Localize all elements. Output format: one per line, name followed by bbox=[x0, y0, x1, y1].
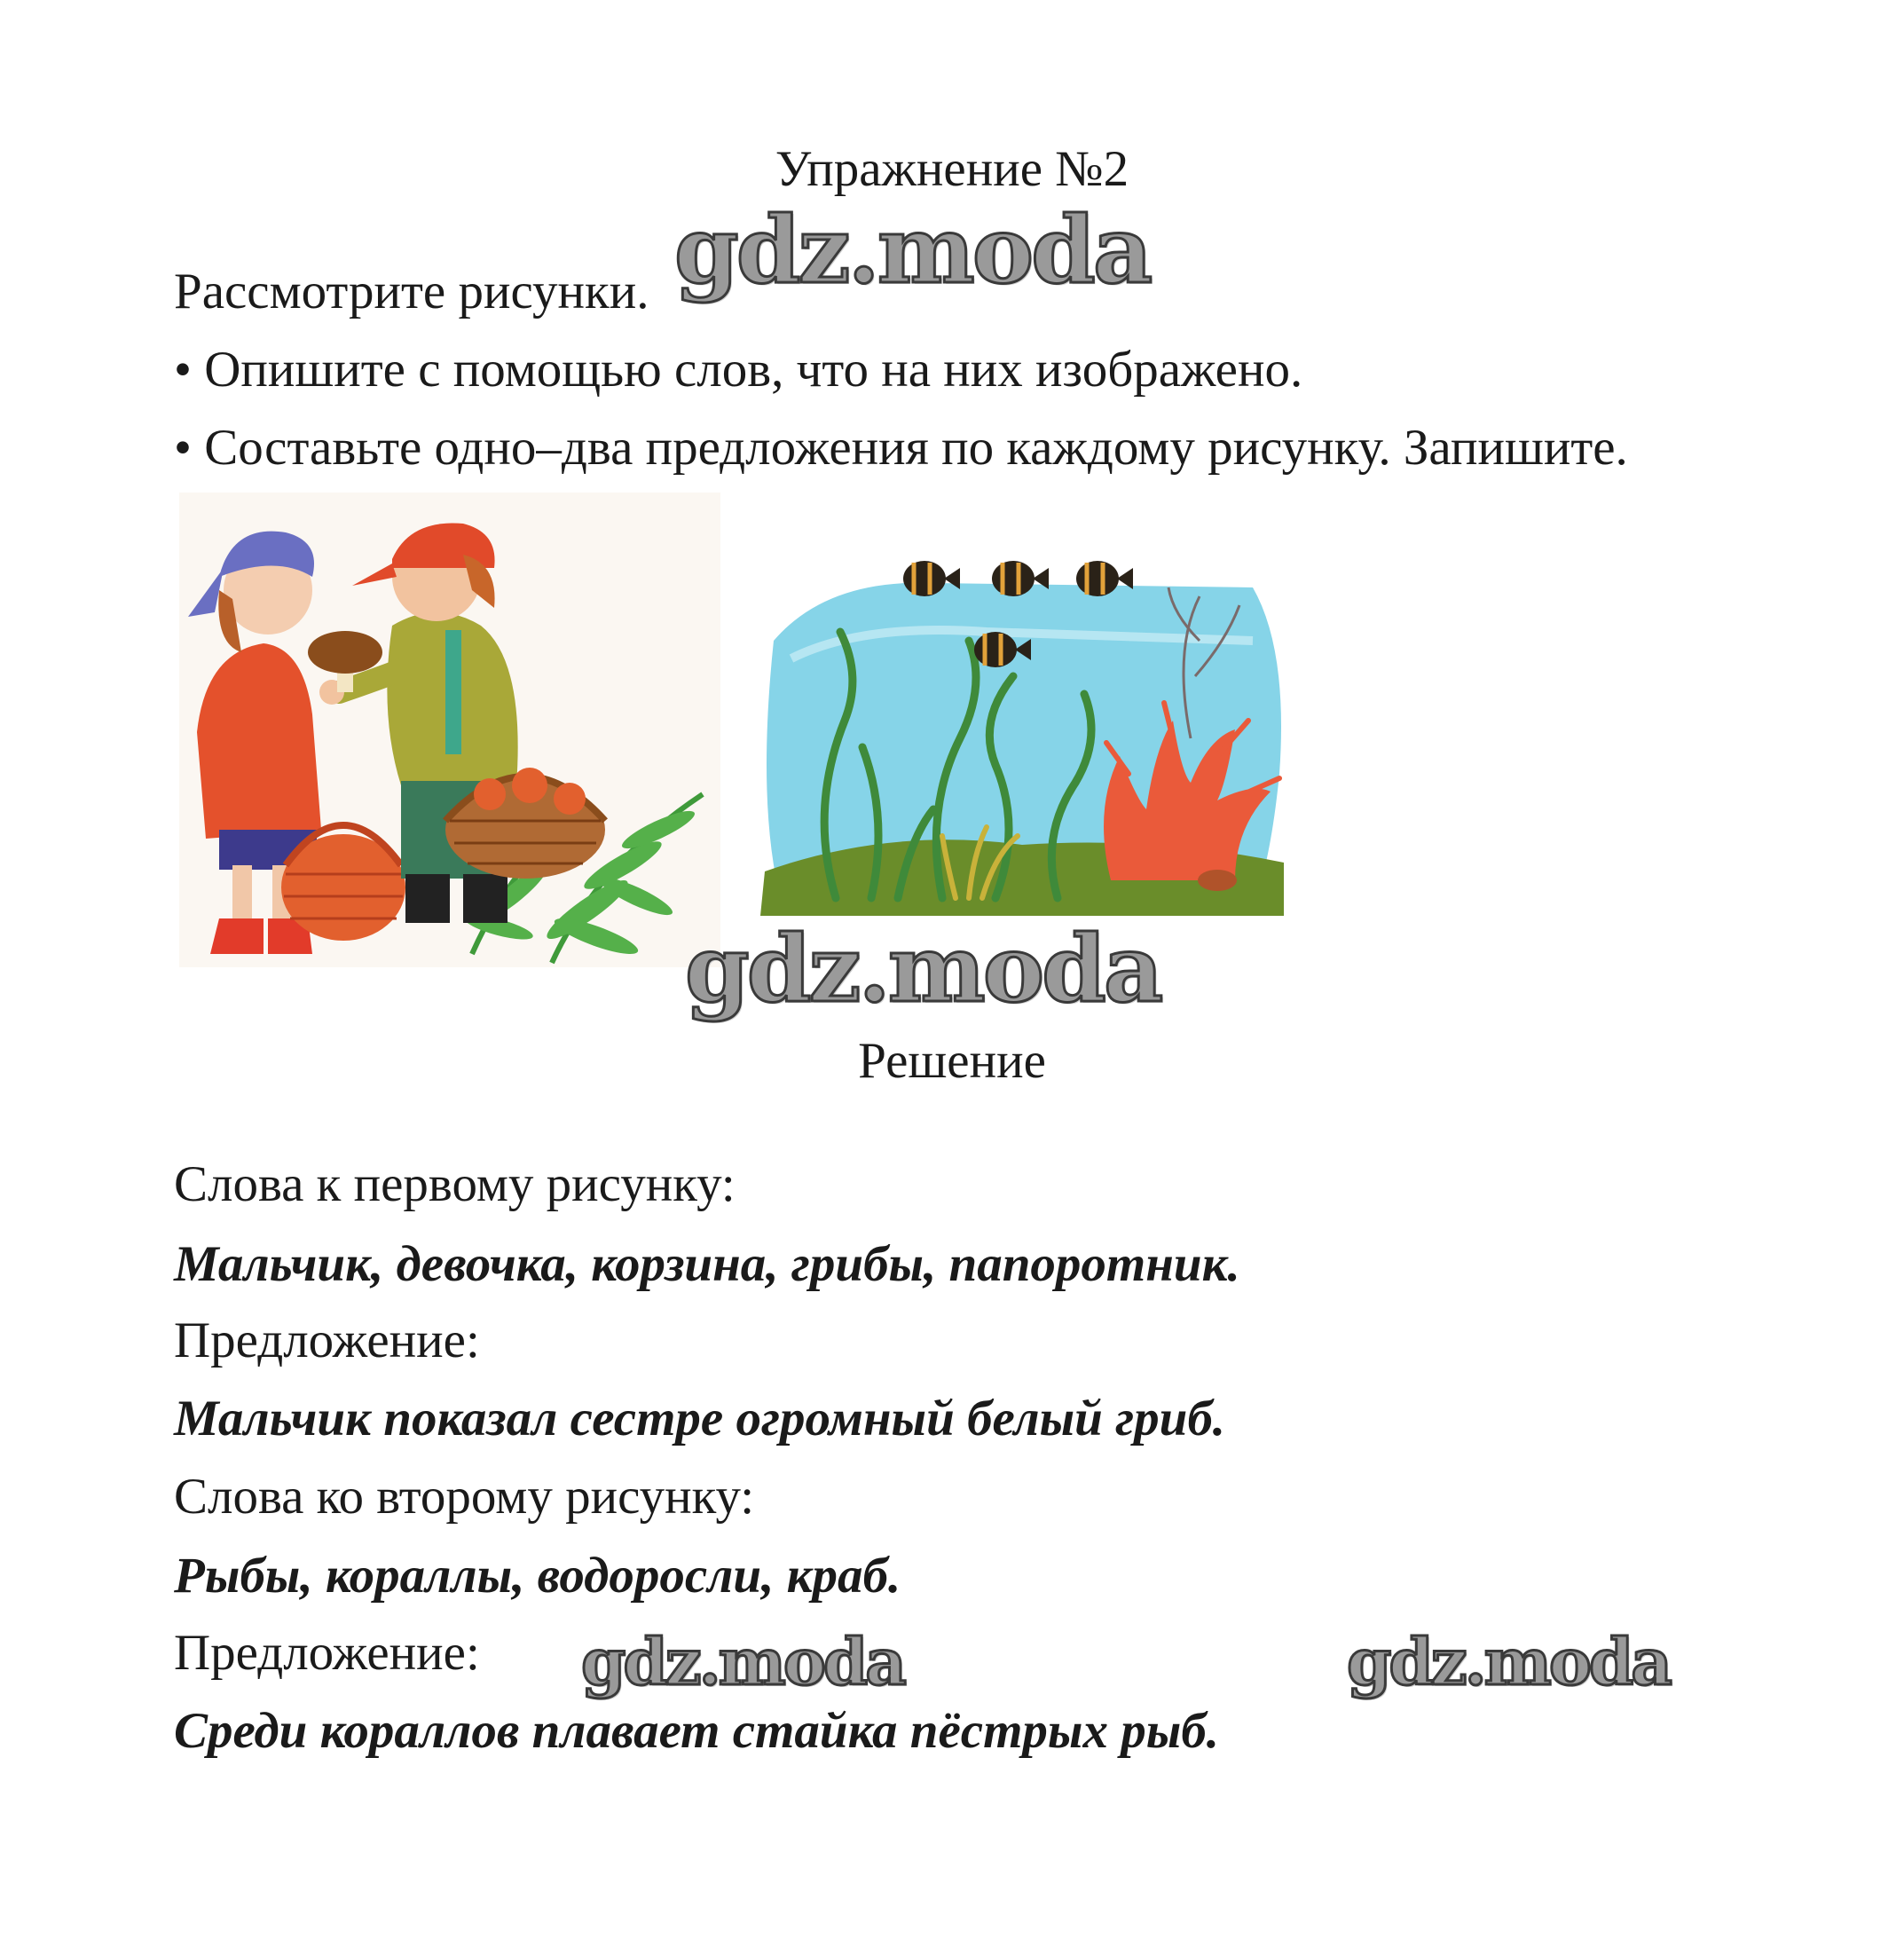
instruction-bullet-2: • Составьте одно–два предложения по каждому рисунку. Запишите. bbox=[174, 420, 1628, 476]
sentence-label-1: Предложение: bbox=[174, 1312, 480, 1368]
sentence-label-2: Предложение: bbox=[174, 1625, 480, 1681]
words-label-2: Слова ко второму рисунку: bbox=[174, 1469, 755, 1525]
words-answer-2: Рыбы, кораллы, водоросли, краб. bbox=[174, 1548, 901, 1604]
exercise-title: Упражнение №2 bbox=[775, 141, 1129, 197]
sentence-answer-1: Мальчик показал сестре огромный белый гриб. bbox=[174, 1391, 1226, 1446]
watermark-logo: gdz.moda bbox=[1347, 1624, 1670, 1699]
sentence-answer-2: Среди кораллов плавает стайка пёстрых рыб. bbox=[174, 1703, 1219, 1759]
watermark-logo: gdz.moda bbox=[674, 195, 1151, 304]
solution-heading: Решение bbox=[858, 1033, 1046, 1089]
watermark-logo: gdz.moda bbox=[581, 1624, 904, 1699]
underwater-illustration bbox=[756, 543, 1288, 916]
mushroom-picking-illustration bbox=[179, 493, 720, 967]
instruction-bullet-1: • Опишите с помощью слов, что на них изображено. bbox=[174, 342, 1303, 398]
words-answer-1: Мальчик, девочка, корзина, грибы, папоротник. bbox=[174, 1236, 1240, 1292]
exercise-intro: Рассмотрите рисунки. bbox=[174, 264, 649, 319]
words-label-1: Слова к первому рисунку: bbox=[174, 1156, 736, 1212]
watermark-logo: gdz.moda bbox=[685, 914, 1161, 1023]
